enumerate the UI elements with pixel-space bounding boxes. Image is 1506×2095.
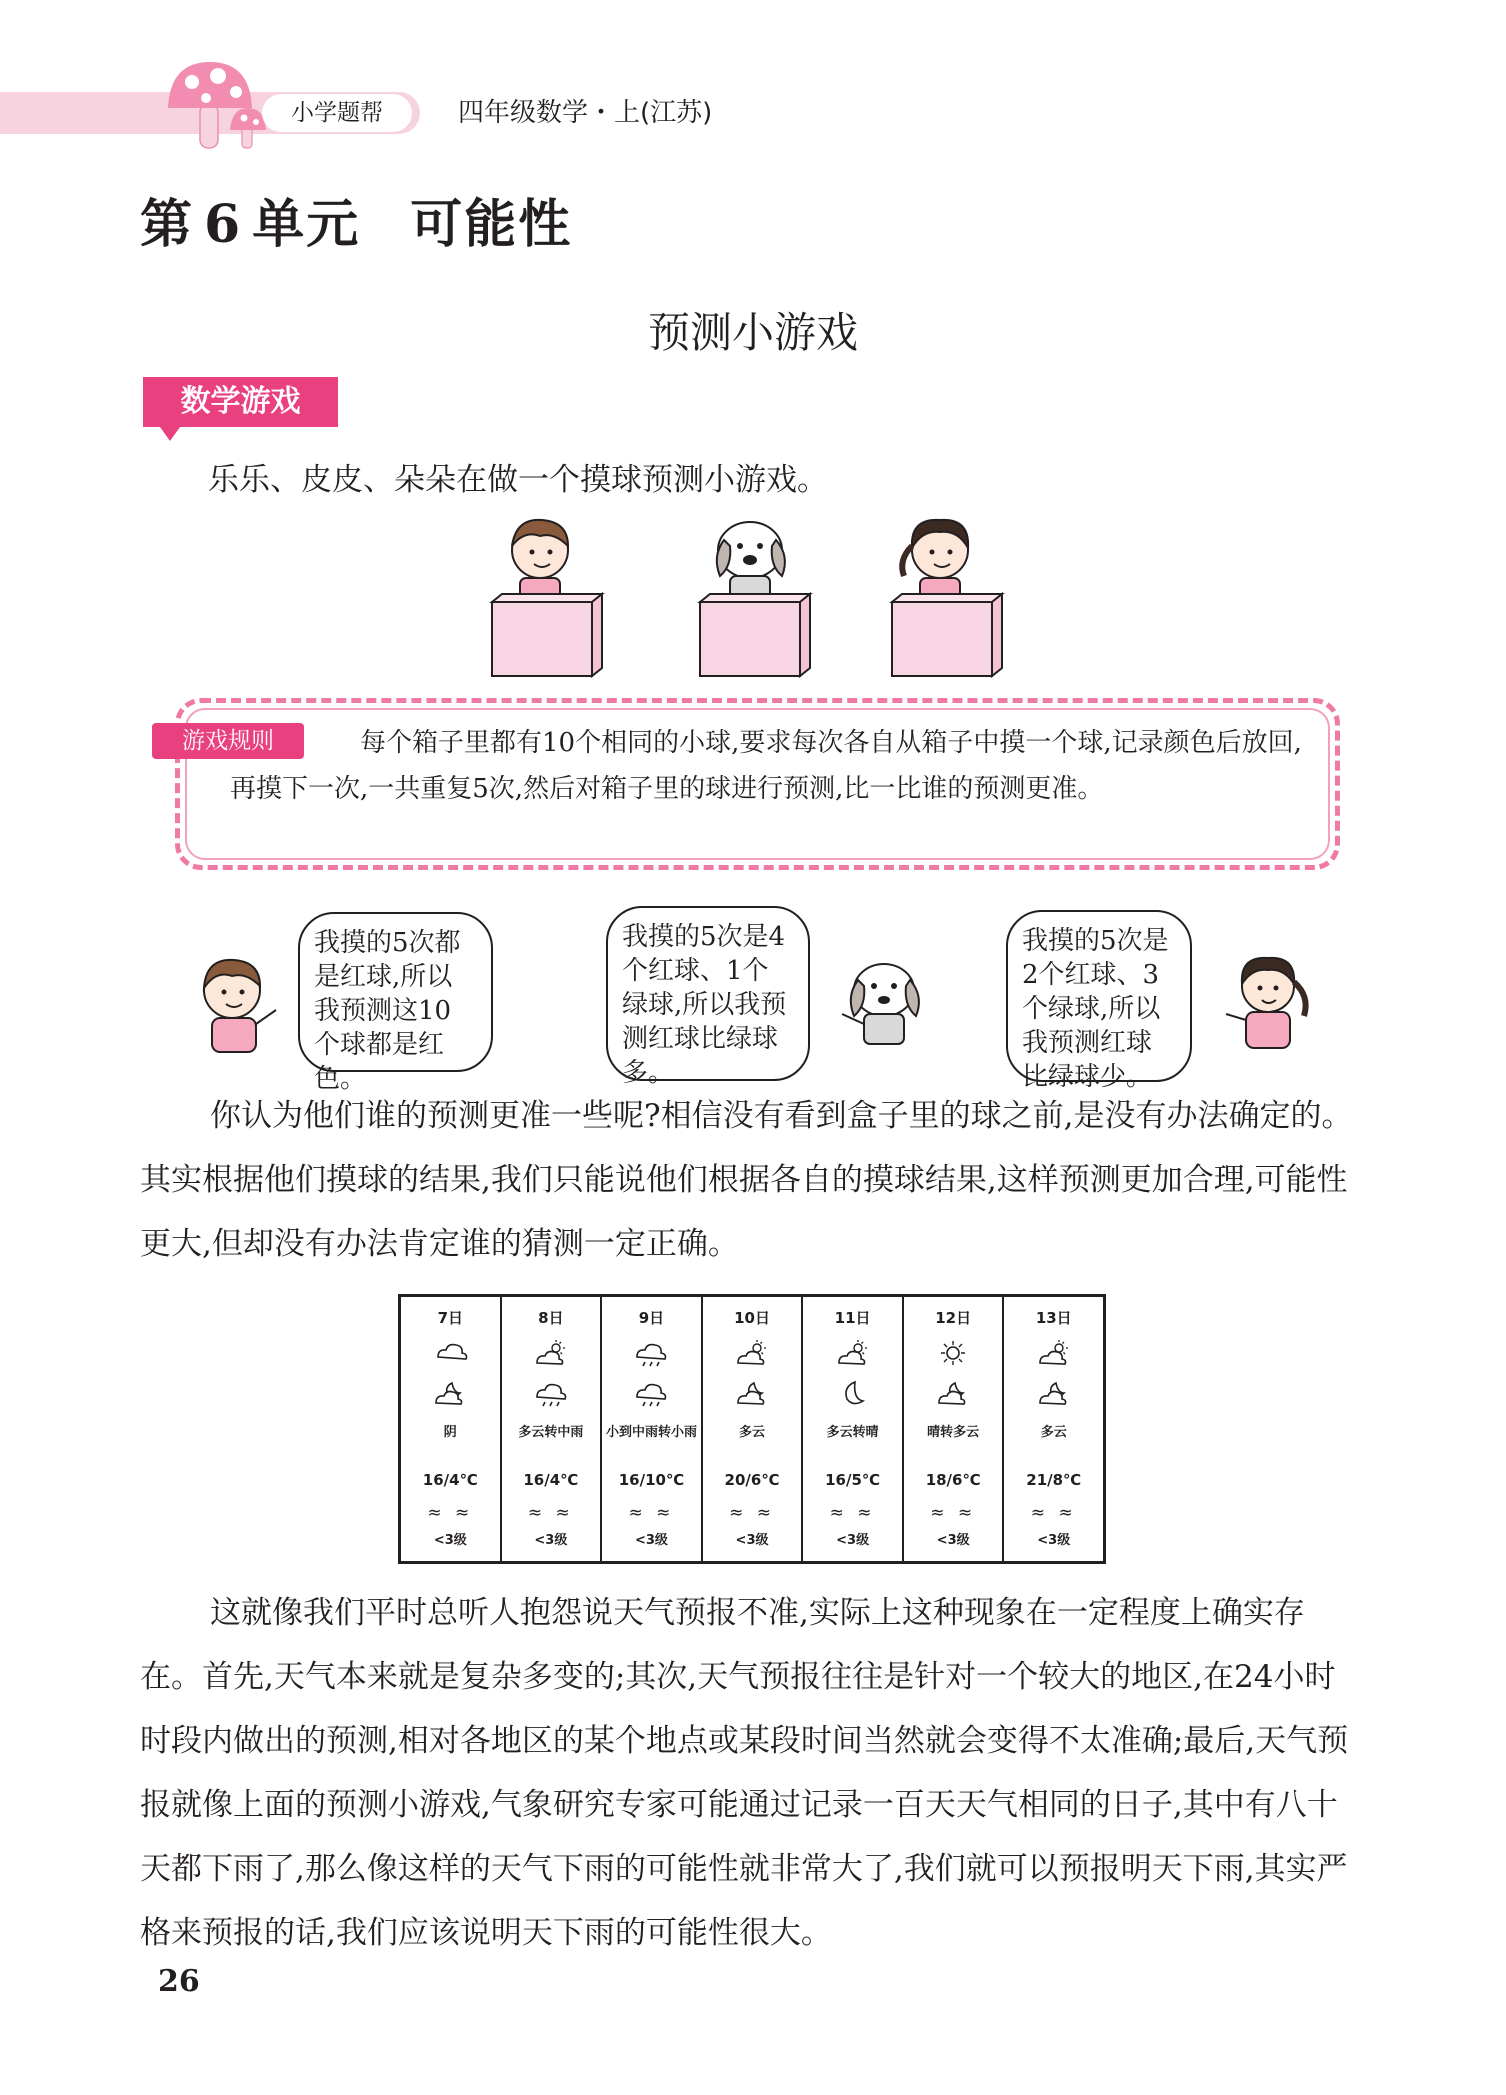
unit-name: 可能性 <box>410 194 573 255</box>
weather-date: 8日 <box>538 1309 564 1327</box>
wind-icon: ≈ ≈ <box>427 1503 474 1523</box>
wind-level: <3级 <box>634 1533 668 1548</box>
weather-temperature: 16/4℃ <box>422 1471 478 1489</box>
wind-level: <3级 <box>735 1533 769 1548</box>
unit-prefix: 第 <box>140 194 195 255</box>
sun-icon <box>904 1337 1003 1373</box>
weather-day-column <box>703 1297 804 1561</box>
wind-icon: ≈ ≈ <box>527 1503 574 1523</box>
kids-boxes-illustration <box>480 510 1020 680</box>
duoduo-girl-character <box>1212 948 1322 1058</box>
weather-date: 7日 <box>437 1309 463 1327</box>
weather-description: 多云转中雨 <box>518 1425 584 1440</box>
wind-icon: ≈ ≈ <box>1030 1503 1077 1523</box>
cloud-moon-icon <box>703 1377 802 1413</box>
wind-level: <3级 <box>534 1533 568 1548</box>
duoduo-speech-bubble: 我摸的5次是2个红球、3个绿球,所以我预测红球比绿球少。 <box>1006 910 1192 1082</box>
lele-speech-bubble: 我摸的5次都是红球,所以我预测这10个球都是红色。 <box>298 912 493 1072</box>
weather-description: 小到中雨转小雨 <box>605 1425 697 1440</box>
lele-character <box>192 950 302 1060</box>
boy-with-box <box>492 520 602 676</box>
girl-with-box <box>892 520 1002 676</box>
sun-cloud-icon <box>803 1337 902 1373</box>
moon-icon <box>803 1377 902 1413</box>
paragraph-analysis: 你认为他们谁的预测更准一些呢?相信没有看到盒子里的球之前,是没有办法确定的。其实根据他们摸球的结果,我们只能说他们根据各自的摸球结果,这样预测更加合理,可能性更大,但却没有办法肯定谁的猜测一定正确。 <box>140 1098 1353 1262</box>
game-tag: 数学游戏 <box>143 377 338 427</box>
weather-date: 11日 <box>834 1309 871 1327</box>
sun-cloud-icon <box>703 1337 802 1373</box>
wind-icon: ≈ ≈ <box>628 1503 675 1523</box>
weather-description: 多云转晴 <box>826 1425 879 1440</box>
page-number: 26 <box>158 1964 200 1999</box>
cloud-icon <box>401 1337 500 1373</box>
weather-date: 12日 <box>935 1309 972 1327</box>
cloud-moon-icon <box>401 1377 500 1413</box>
intro-text: 乐乐、皮皮、朵朵在做一个摸球预测小游戏。 <box>208 462 828 498</box>
cloud-moon-icon <box>904 1377 1003 1413</box>
wind-level: <3级 <box>433 1533 467 1548</box>
unit-suffix: 单元 <box>252 194 361 255</box>
weather-date: 10日 <box>734 1309 770 1327</box>
weather-day-column <box>602 1297 703 1561</box>
unit-title <box>140 190 572 260</box>
weather-description: 晴转多云 <box>927 1425 980 1440</box>
weather-day-column <box>401 1297 502 1561</box>
sun-cloud-icon <box>1004 1337 1103 1373</box>
cloud-moon-icon <box>1004 1377 1103 1413</box>
paragraph-weather-explanation: 这就像我们平时总听人抱怨说天气预报不准,实际上这种现象在一定程度上确实存在。首先,天气本来就是复杂多变的;其次,天气预报往往是针对一个较大的地区,在24小时时段内做出的预测,相对各地区的某个地点或某段时间当然就会变得不太准确;最后,天气预报就像上面的预测小游戏,气象研究专家可能通过记录一百天天气相同的日子,其中有八十天都下雨了,那么像这样的天气下雨的可能性就非常大了,我们就可以预报明天下雨,其实严格来预报的话,我们应该说明天下雨的可能性很大。 <box>140 1595 1349 1951</box>
mushroom-logo-icon <box>160 56 280 152</box>
dog-with-box <box>700 522 810 676</box>
weather-description: 多云 <box>739 1425 766 1440</box>
rules-tag: 游戏规则 <box>152 723 304 759</box>
game-tag-tail <box>160 427 180 441</box>
book-title: 四年级数学・上(江苏) <box>458 98 713 128</box>
weather-description: 多云 <box>1040 1425 1067 1440</box>
weather-date: 13日 <box>1035 1309 1072 1327</box>
rules-text: 每个箱子里都有10个相同的小球,要求每次各自从箱子中摸一个球,记录颜色后放回,再摸下一次,一共重复5次,然后对箱子里的球进行预测,比一比谁的预测更准。 <box>230 728 1302 804</box>
weather-temperature: 20/6℃ <box>724 1471 780 1489</box>
rain-icon <box>602 1337 701 1373</box>
sun-cloud-icon <box>502 1337 601 1373</box>
weather-temperature: 16/5℃ <box>825 1471 881 1489</box>
rain-icon <box>602 1377 701 1413</box>
wind-icon: ≈ ≈ <box>729 1503 775 1523</box>
brand-label: 小学题帮 <box>262 94 412 132</box>
section-title: 预测小游戏 <box>647 308 858 357</box>
weather-temperature: 16/10℃ <box>618 1471 685 1489</box>
weather-date: 9日 <box>638 1309 665 1327</box>
wind-level: <3级 <box>1037 1533 1071 1548</box>
weather-temperature: 16/4℃ <box>523 1471 579 1489</box>
weather-day-column <box>502 1297 603 1561</box>
wind-level: <3级 <box>836 1533 870 1548</box>
wind-level: <3级 <box>936 1533 970 1548</box>
pipi-dog-character <box>828 950 938 1050</box>
weather-description: 阴 <box>443 1425 457 1440</box>
wind-icon: ≈ ≈ <box>829 1503 876 1523</box>
weather-day-column <box>803 1297 904 1561</box>
wind-icon: ≈ ≈ <box>930 1503 977 1523</box>
pipi-speech-bubble: 我摸的5次是4个红球、1个绿球,所以我预测红球比绿球多。 <box>606 906 810 1081</box>
weather-forecast-table <box>398 1294 1106 1564</box>
weather-temperature: 21/8℃ <box>1026 1471 1082 1489</box>
weather-day-column <box>1004 1297 1103 1561</box>
weather-temperature: 18/6℃ <box>925 1471 981 1489</box>
weather-day-column <box>904 1297 1005 1561</box>
rain-icon <box>502 1377 601 1413</box>
unit-number: 6 <box>204 194 243 255</box>
